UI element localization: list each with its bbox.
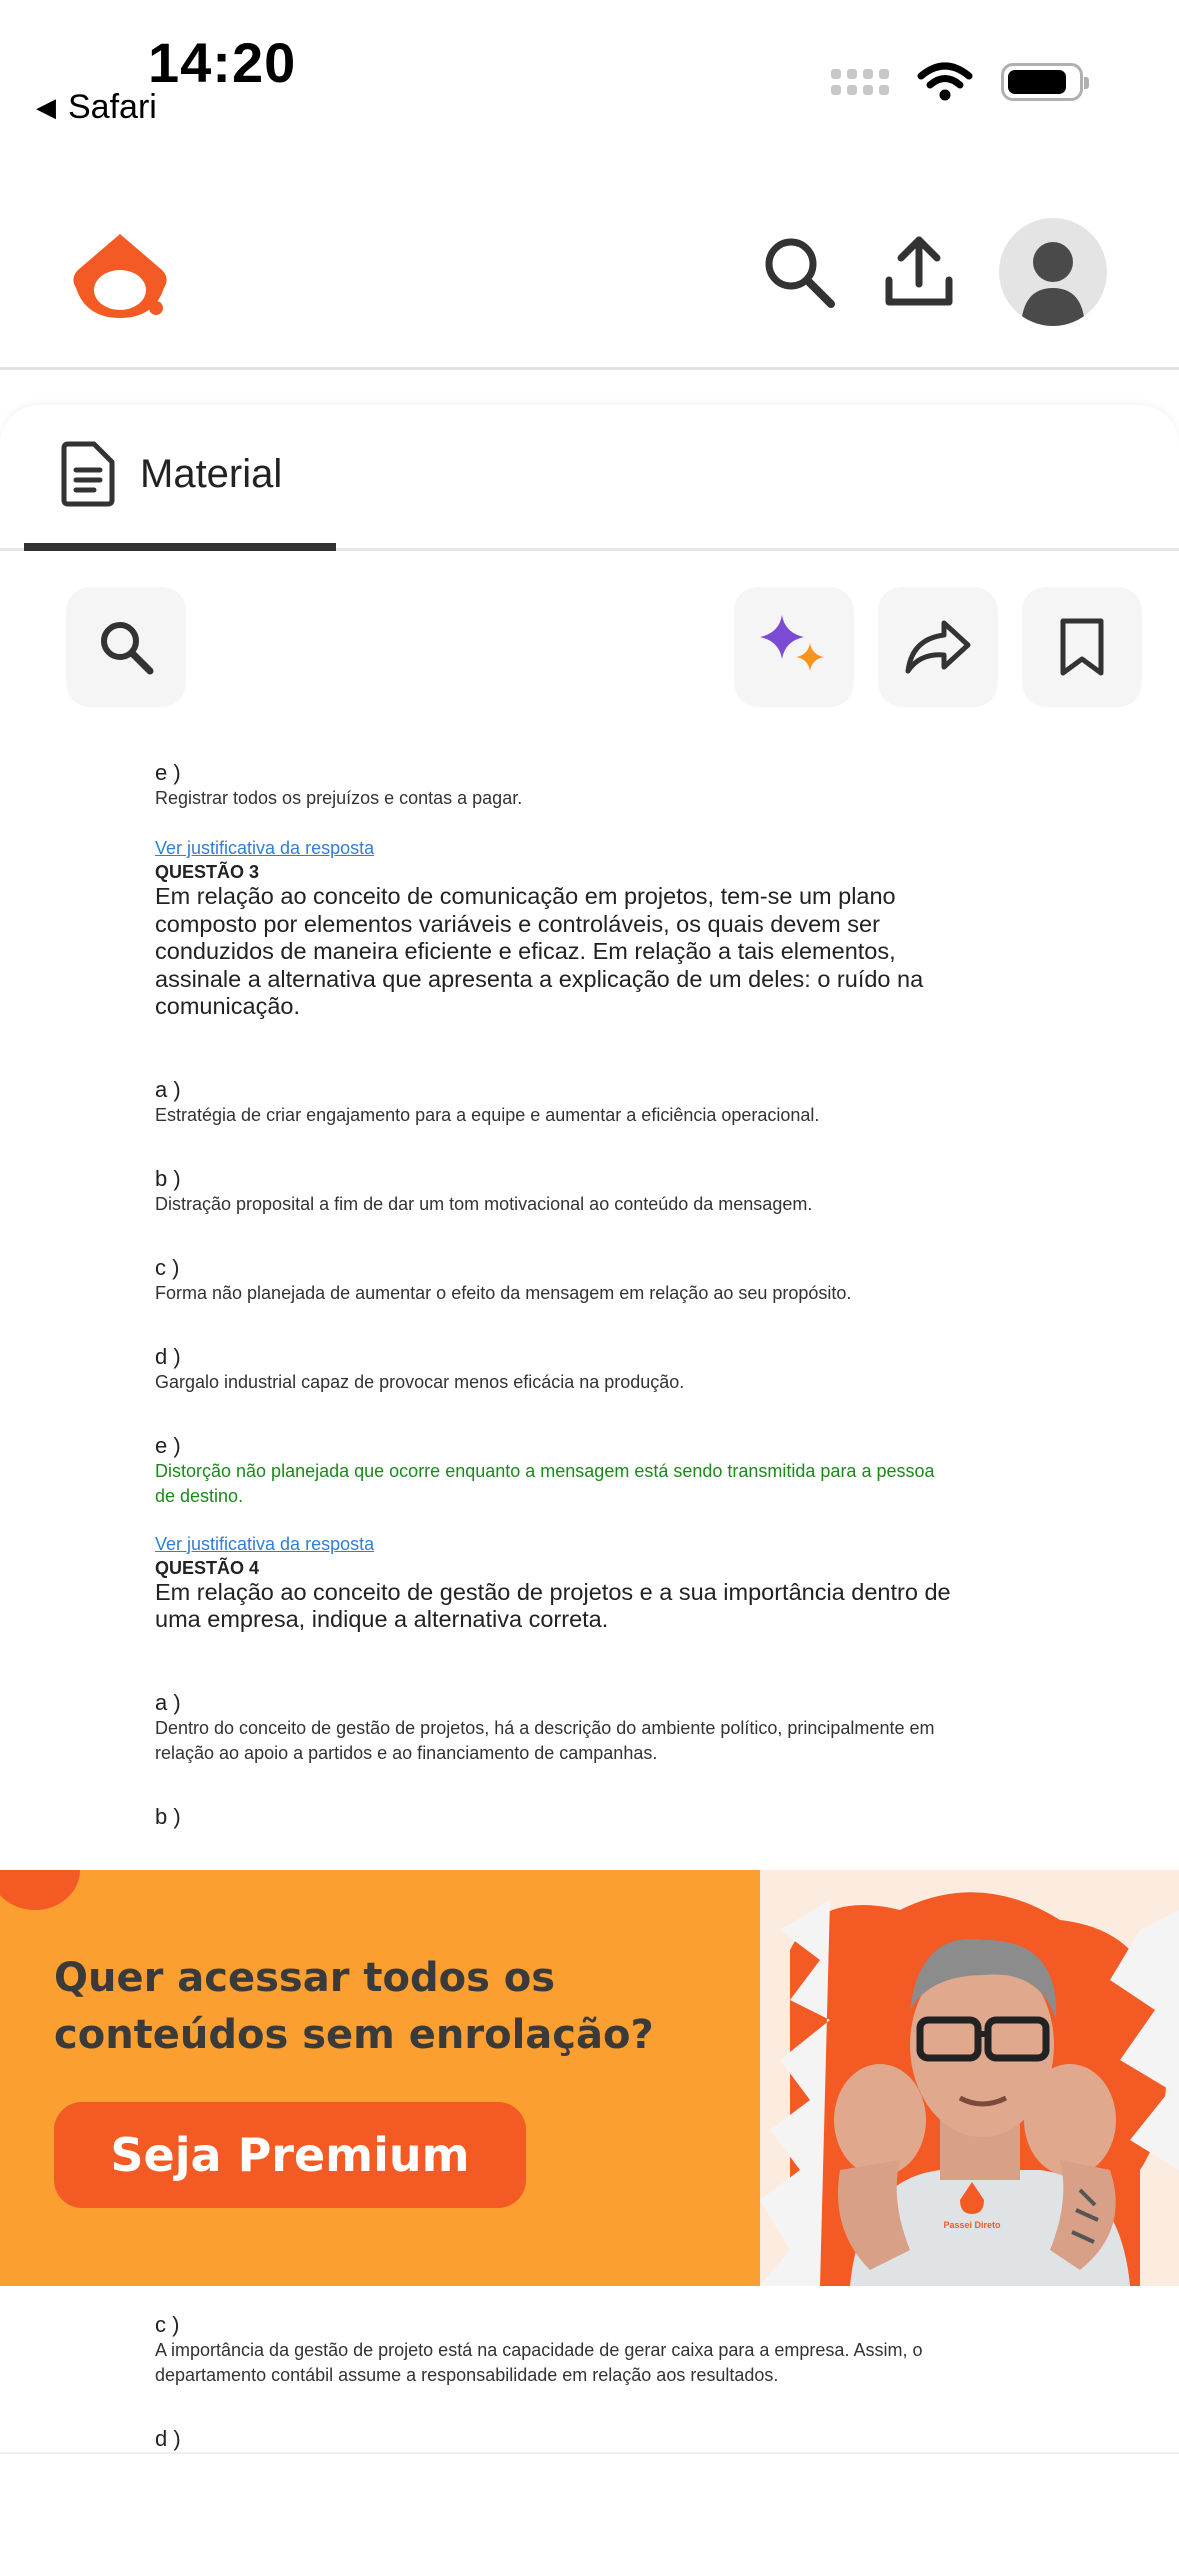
back-label: Safari [68, 88, 157, 126]
option-text-correct[interactable]: Distorção não planejada que ocorre enquanto a mensagem está sendo transmitida para a pessoa de destino. [155, 1460, 935, 1506]
question-title: QUESTÃO 3 [155, 862, 260, 882]
option-letter: e ) [155, 1432, 181, 1458]
search-in-document-button[interactable] [66, 587, 186, 707]
cellular-signal-icon [831, 69, 889, 95]
tab-material[interactable] [24, 405, 336, 551]
share-icon [902, 617, 974, 677]
option-letter: a ) [155, 1689, 181, 1715]
sparkle-icon [756, 613, 832, 681]
option-letter: b ) [155, 1165, 181, 1191]
option-letter: b ) [155, 1803, 181, 1829]
document-content-continued [155, 2312, 955, 2452]
view-justification-link[interactable]: Ver justificativa da resposta [155, 838, 375, 858]
avatar[interactable] [999, 218, 1107, 326]
premium-button[interactable]: Seja Premium [54, 2102, 526, 2208]
document-toolbar [0, 587, 1179, 717]
search-icon [96, 617, 156, 677]
wifi-icon [917, 62, 973, 102]
document-icon [60, 440, 116, 508]
status-bar [0, 0, 1179, 150]
shirt-logo-text: Passei Direto [943, 2220, 1001, 2230]
option-letter: a ) [155, 1076, 181, 1102]
option-letter: e ) [155, 760, 181, 785]
question-title: QUESTÃO 4 [155, 1557, 260, 1578]
option-letter: d ) [155, 2426, 181, 2451]
back-to-safari[interactable] [36, 88, 157, 127]
banner-person-image [760, 1870, 1179, 2286]
upload-icon [883, 234, 955, 310]
upload-button[interactable] [879, 232, 959, 312]
bottom-bar [0, 2452, 1179, 2556]
option-text[interactable]: Gargalo industrial capaz de provocar menos eficácia na produção. [155, 1371, 685, 1392]
option-letter: d ) [155, 1343, 181, 1369]
question-text: Em relação ao conceito de comunicação em projetos, tem-se um plano composto por elementos variáveis e controláveis, os quais devem ser conduzidos de maneira eficiente e eficaz. Em relação a tais elementos, assinale a alternativa que apresenta a explicação de um deles: o ruído na comunicação. [155, 883, 924, 1019]
option-text[interactable]: Dentro do conceito de gestão de projetos, há a descrição do ambiente político, principalmente em relação ao apoio a partidos e ao financiamento de campanhas. [155, 1717, 935, 1763]
option-text[interactable]: Distração proposital a fim de dar um tom motivacional ao conteúdo da mensagem. [155, 1193, 813, 1214]
question-text: Em relação ao conceito de gestão de projetos e a sua importância dentro de uma empresa, indique a alternativa correta. [155, 1578, 951, 1632]
option-text[interactable]: A importância da gestão de projeto está na capacidade de gerar caixa para a empresa. Assim, o departamento contábil assume a responsabilidade em relação aos resultados. [155, 2340, 923, 2385]
tab-bar [0, 405, 1179, 551]
bookmark-icon [1057, 617, 1107, 677]
status-icons [831, 62, 1083, 102]
user-silhouette-icon [999, 218, 1107, 326]
bookmark-button[interactable] [1022, 587, 1142, 707]
option-text[interactable]: Forma não planejada de aumentar o efeito da mensagem em relação ao seu propósito. [155, 1282, 852, 1303]
banner-headline: Quer acessar todos os conteúdos sem enrolação? [54, 1955, 654, 2058]
search-button[interactable] [759, 232, 839, 312]
share-button[interactable] [878, 587, 998, 707]
app-header [0, 200, 1179, 370]
view-justification-link[interactable]: Ver justificativa da resposta [155, 1533, 375, 1554]
back-arrow-icon: ◀ [36, 92, 56, 122]
logo-icon[interactable] [70, 230, 170, 325]
header-actions [759, 218, 1107, 326]
option-text[interactable]: Estratégia de criar engajamento para a equipe e aumentar a eficiência operacional. [155, 1104, 820, 1125]
option-letter: c ) [155, 1254, 180, 1280]
battery-icon [1001, 63, 1083, 101]
option-text: Registrar todos os prejuízos e contas a pagar. [155, 788, 523, 808]
search-icon [761, 234, 837, 310]
option-letter: c ) [155, 2312, 180, 2337]
premium-banner[interactable] [0, 1870, 1179, 2286]
document-content [155, 760, 955, 1830]
status-time: 14:20 [148, 31, 297, 94]
ai-assistant-button[interactable] [734, 587, 854, 707]
tab-label: Material [140, 451, 283, 496]
